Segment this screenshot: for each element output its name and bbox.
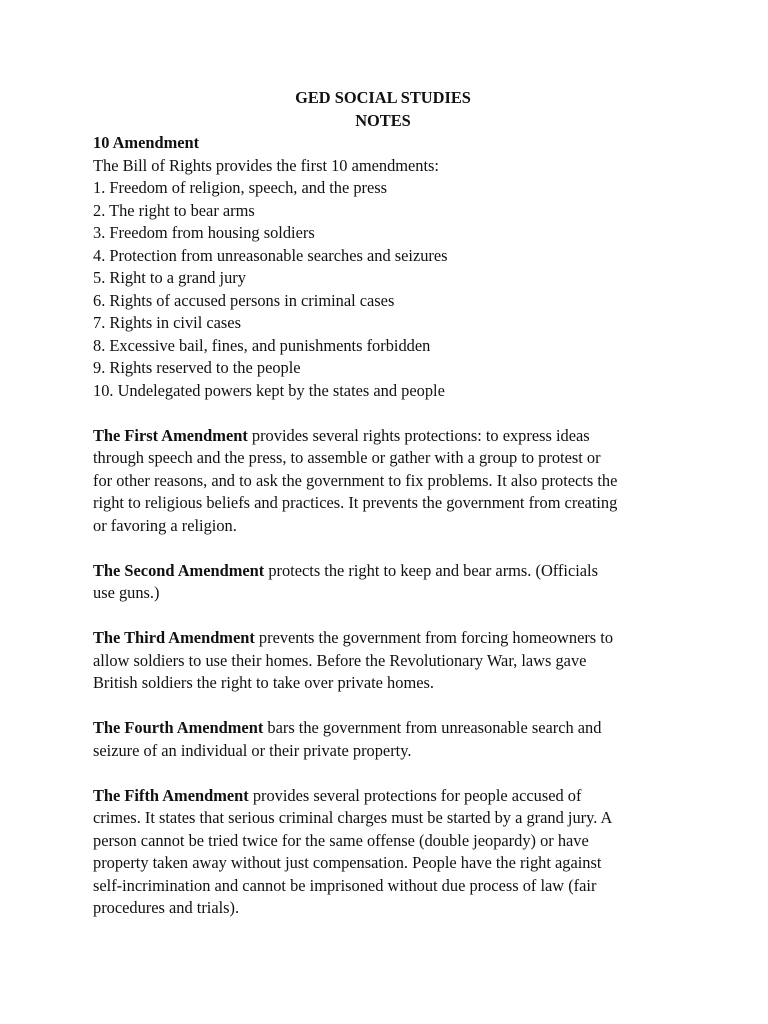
paragraph-line: right to religious beliefs and practices. It prevents the government from creating	[93, 493, 618, 512]
amendments-list	[93, 177, 683, 402]
paragraph-text: provides several rights protections: to express ideas	[247, 425, 590, 445]
title-line-2: NOTES	[355, 110, 411, 130]
paragraph-heading: The Third Amendment	[93, 628, 255, 647]
paragraph-line: self-incrimination and cannot be imprisoned without due process of law (fair	[93, 875, 597, 895]
list-item: 6. Rights of accused persons in criminal cases	[93, 290, 395, 310]
paragraph-text: prevents the government from forcing homeowners to	[254, 628, 614, 647]
paragraph-heading: The Fourth Amendment	[93, 718, 264, 737]
paragraph-line: seizure of an individual or their private property.	[93, 740, 412, 760]
paragraph-line: property taken away without just compensation. People have the right against	[93, 853, 602, 872]
paragraph-second-amendment	[93, 560, 683, 605]
paragraph-heading: The First Amendment	[93, 425, 248, 445]
paragraph-line: for other reasons, and to ask the government to fix problems. It also protects the	[93, 470, 618, 490]
paragraph-line: use guns.)	[93, 583, 160, 602]
document-page	[93, 87, 683, 920]
paragraph-line	[93, 560, 683, 583]
list-item: 10. Undelegated powers kept by the states and people	[93, 380, 445, 400]
list-item: 1. Freedom of religion, speech, and the press	[93, 178, 388, 197]
list-item: 8. Excessive bail, fines, and punishments forbidden	[93, 335, 431, 355]
list-item: 4. Protection from unreasonable searches and seizures	[93, 245, 448, 265]
paragraph-text: provides several protections for people accused of	[248, 785, 582, 805]
title-line-1: GED SOCIAL STUDIES	[295, 88, 471, 107]
paragraph-line	[93, 785, 683, 808]
section-heading: 10 Amendment	[93, 133, 200, 152]
list-item: 7. Rights in civil cases	[93, 313, 241, 332]
list-item: 3. Freedom from housing soldiers	[93, 223, 315, 242]
paragraph-fourth-amendment	[93, 717, 683, 762]
paragraph-text: bars the government from unreasonable search and	[263, 718, 602, 737]
paragraph-heading: The Fifth Amendment	[93, 785, 249, 805]
list-item: 2. The right to bear arms	[93, 200, 255, 220]
paragraph-line	[93, 627, 683, 650]
intro-text: The Bill of Rights provides the first 10 amendments:	[93, 155, 439, 175]
paragraph-line	[93, 717, 683, 740]
paragraph-line: allow soldiers to use their homes. Before the Revolutionary War, laws gave	[93, 650, 587, 670]
paragraph-line: person cannot be tried twice for the same offense (double jeopardy) or have	[93, 830, 589, 850]
paragraph-fifth-amendment	[93, 785, 683, 920]
paragraph-first-amendment	[93, 425, 683, 538]
paragraph-text: protects the right to keep and bear arms. (Officials	[264, 560, 598, 580]
paragraph-line: or favoring a religion.	[93, 515, 237, 535]
paragraph-third-amendment	[93, 627, 683, 695]
paragraph-line: British soldiers the right to take over private homes.	[93, 673, 434, 692]
list-item: 9. Rights reserved to the people	[93, 358, 301, 377]
paragraph-heading: The Second Amendment	[93, 560, 265, 580]
paragraph-line	[93, 425, 683, 448]
list-item: 5. Right to a grand jury	[93, 268, 246, 287]
paragraph-line: procedures and trials).	[93, 898, 240, 917]
document-title	[93, 87, 673, 132]
paragraph-line: through speech and the press, to assemble or gather with a group to protest or	[93, 448, 601, 467]
paragraph-line: crimes. It states that serious criminal charges must be started by a grand jury. A	[93, 808, 613, 827]
